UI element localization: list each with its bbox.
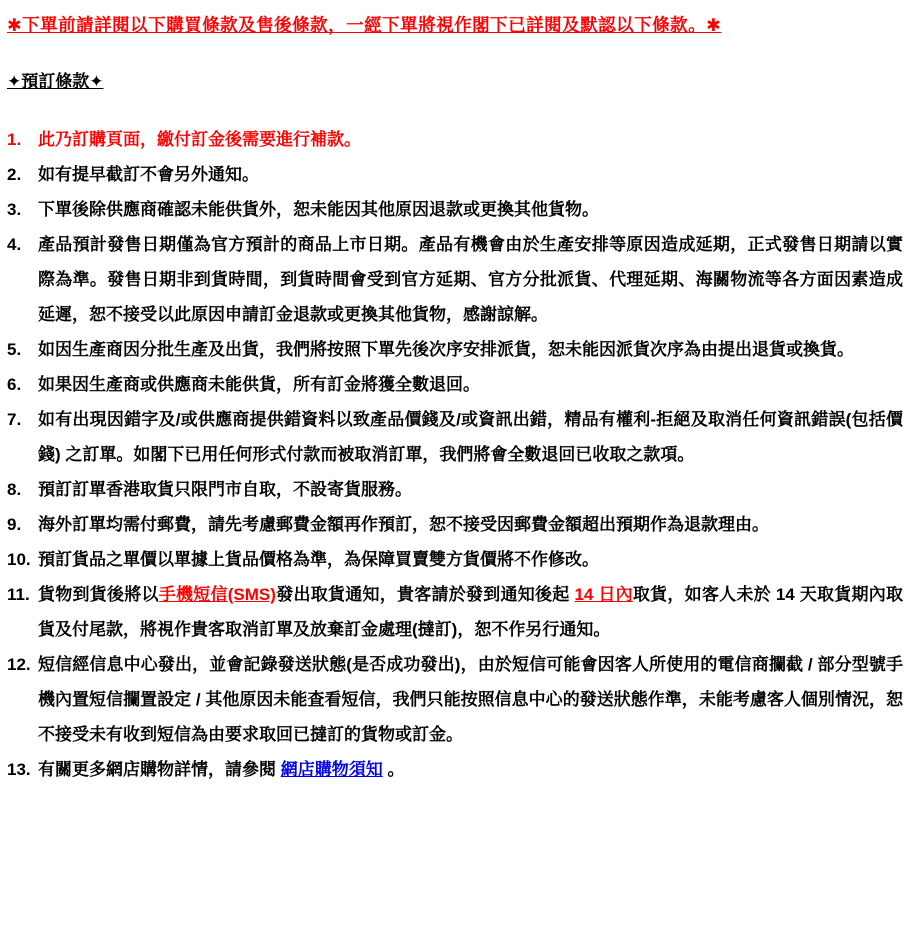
term-text-segment: 有關更多網店購物詳情，請參閱 [38, 760, 281, 779]
term-item-3 [7, 192, 903, 227]
term-text-segment: 如有出現因錯字及/或供應商提供錯資料以致產品價錢及/或資訊出錯，精品有權利-拒絕及取消任何資訊錯誤(包括價錢) 之訂單。如閣下已用任何形式付款而被取消訂單，我們將會全數退回已收取之款項。 [38, 410, 903, 464]
term-text [38, 227, 903, 332]
term-text [38, 122, 903, 157]
term-text-segment: 預訂訂單香港取貨只限門市自取，不設寄貨服務。 [38, 480, 412, 499]
term-number: 11. [7, 585, 30, 604]
term-text [38, 752, 903, 787]
term-number: 2. [7, 165, 22, 184]
term-text-segment: 此乃訂購頁面，繳付訂金後需要進行補款。 [38, 130, 361, 149]
term-number: 10. [7, 550, 31, 569]
term-item-4 [7, 227, 903, 332]
term-item-11 [7, 577, 903, 647]
term-text-segment: 取貨，如客人未於 14 天取貨期內取貨及付尾款，將視作貴客取消訂單及放棄訂金處理(撻訂)，恕不作另行通知。 [38, 585, 903, 639]
term-item-7 [7, 402, 903, 472]
term-text [38, 507, 903, 542]
term-text [38, 332, 903, 367]
term-number: 13. [7, 760, 31, 779]
term-item-9 [7, 507, 903, 542]
term-text-segment: 14 日內 [574, 585, 633, 604]
term-text-segment: 預訂貨品之單價以單據上貨品價格為準，為保障買賣雙方貨價將不作修改。 [38, 550, 599, 569]
term-text [38, 472, 903, 507]
term-text [38, 647, 903, 752]
term-text-segment: 。 [382, 760, 405, 779]
section-header-preorder-terms: ✦預訂條款✦ [7, 72, 104, 91]
term-number: 12. [7, 655, 31, 674]
term-item-12 [7, 647, 903, 752]
term-number: 6. [7, 375, 22, 394]
term-text [38, 157, 903, 192]
term-number: 7. [7, 410, 22, 429]
term-text [38, 402, 903, 472]
term-text-segment: 發出取貨通知，貴客請於發到通知後起 [275, 585, 575, 604]
term-text-segment: 海外訂單均需付郵費，請先考慮郵費金額再作預訂，恕不接受因郵費金額超出預期作為退款理由。 [38, 515, 769, 534]
term-text-segment: 產品預計發售日期僅為官方預計的商品上市日期。產品有機會由於生產安排等原因造成延期，正式發售日期請以實際為準。發售日期非到貨時間，到貨時間會受到官方延期、官方分批派貨、代理延期、海關物流等各方面因素造成延遲，恕不接受以此原因申請訂金退款或更換其他貨物，感謝諒解。 [38, 235, 903, 324]
term-item-5 [7, 332, 903, 367]
term-item-6 [7, 367, 903, 402]
term-text-segment: 如果因生產商或供應商未能供貨，所有訂金將獲全數退回。 [38, 375, 480, 394]
term-text-segment: 短信經信息中心發出，並會記錄發送狀態(是否成功發出)，由於短信可能會因客人所使用的電信商攔截 / 部分型號手機內置短信攔置設定 / 其他原因未能查看短信，我們只能按照信息中心的發送狀態作準，未能考慮客人個別情況，恕不接受未有收到短信為由要求取回已撻訂的貨物或訂金。 [38, 655, 903, 744]
term-item-10 [7, 542, 903, 577]
shop-notice-link[interactable]: 網店購物須知 [280, 760, 383, 779]
term-item-13 [7, 752, 903, 787]
term-text-segment: 如有提早截訂不會另外通知。 [38, 165, 259, 184]
term-number: 9. [7, 515, 22, 534]
term-text-segment: 貨物到貨後將以 [38, 585, 159, 604]
term-item-8 [7, 472, 903, 507]
term-text-segment: 下單後除供應商確認未能供貨外，恕未能因其他原因退款或更換其他貨物。 [38, 200, 599, 219]
term-text-segment: 手機短信(SMS) [158, 585, 276, 604]
term-text [38, 542, 903, 577]
term-number: 5. [7, 340, 22, 359]
term-text-segment: 如因生產商因分批生產及出貨，我們將按照下單先後次序安排派貨，恕未能因派貨次序為由提出退貨或換貨。 [38, 340, 854, 359]
page-title: ✱下單前請詳閱以下購買條款及售後條款，一經下單將視作閣下已詳閱及默認以下條款。✱ [7, 15, 722, 35]
term-number: 8. [7, 480, 22, 499]
term-item-1 [7, 122, 903, 157]
term-text [38, 192, 903, 227]
term-text [38, 577, 903, 647]
term-number: 1. [7, 130, 22, 149]
terms-list [7, 122, 903, 787]
term-text [38, 367, 903, 402]
term-number: 3. [7, 200, 22, 219]
term-item-2 [7, 157, 903, 192]
term-number: 4. [7, 235, 22, 254]
